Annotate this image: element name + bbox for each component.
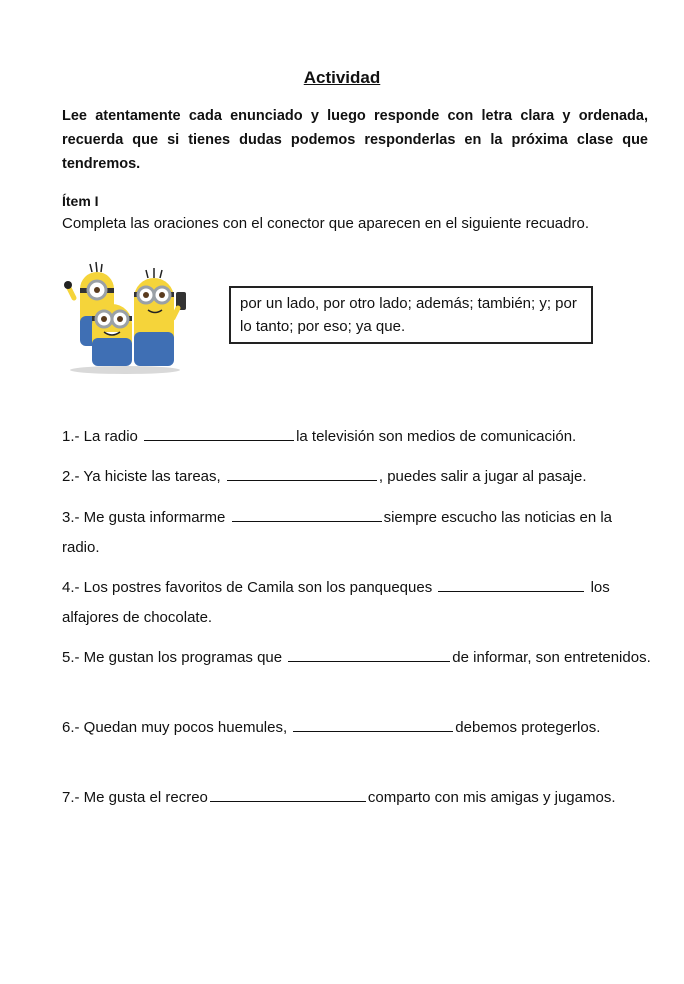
sentence-1-after: la televisión son medios de comunicación. — [296, 428, 577, 445]
connector-box: por un lado, por otro lado; además; también; y; por lo tanto; por eso; ya que. — [229, 286, 593, 344]
answer-blank-6[interactable] — [293, 717, 453, 732]
page-title: Actividad — [303, 68, 381, 87]
sentence-2-after: , puedes salir a jugar al pasaje. — [378, 468, 587, 485]
sentence-6-before: 6.- Quedan muy pocos huemules, — [62, 719, 288, 736]
sentence-7-before: 7.- Me gusta el recreo — [62, 789, 208, 806]
sentence-1 — [62, 422, 652, 452]
sentence-2 — [62, 462, 652, 492]
sentence-4-after: los alfajores de chocolate. — [62, 579, 610, 626]
instruction-text: Completa las oraciones con el conector que aparecen en el siguiente recuadro. — [62, 215, 589, 232]
sentence-3-after: siempre escucho las noticias en la radio. — [62, 509, 613, 556]
answer-blank-7[interactable] — [210, 787, 366, 802]
sentence-5-after: de informar, son entretenidos. — [452, 649, 651, 666]
sentence-3 — [62, 503, 652, 563]
sentence-7 — [62, 783, 652, 813]
intro-paragraph: Lee atentamente cada enunciado y luego responde con letra clara y ordenada, recuerda que si tienes dudas podemos responderlas en la próxima clase que tendremos. — [62, 108, 648, 172]
minions-image — [60, 258, 190, 376]
answer-blank-1[interactable] — [144, 426, 294, 441]
answer-blank-4[interactable] — [438, 577, 584, 592]
sentence-2-before: 2.- Ya hiciste las tareas, — [62, 468, 221, 485]
sentence-7-after: comparto con mis amigas y jugamos. — [367, 789, 616, 806]
sentence-3-before: 3.- Me gusta informarme — [62, 509, 226, 526]
sentence-5-before: 5.- Me gustan los programas que — [62, 649, 283, 666]
sentence-6-after: debemos protegerlos. — [455, 719, 601, 736]
answer-blank-5[interactable] — [288, 647, 450, 662]
sentence-6 — [62, 713, 652, 743]
answer-blank-3[interactable] — [232, 507, 382, 522]
answer-blank-2[interactable] — [227, 466, 377, 481]
sentence-4 — [62, 573, 652, 633]
sentence-5 — [62, 643, 652, 673]
sentence-4-before: 4.- Los postres favoritos de Camila son los panqueques — [62, 579, 433, 596]
item-heading: Ítem I — [62, 193, 99, 209]
sentence-1-before: 1.- La radio — [62, 428, 138, 445]
minions-illustration — [60, 258, 190, 376]
